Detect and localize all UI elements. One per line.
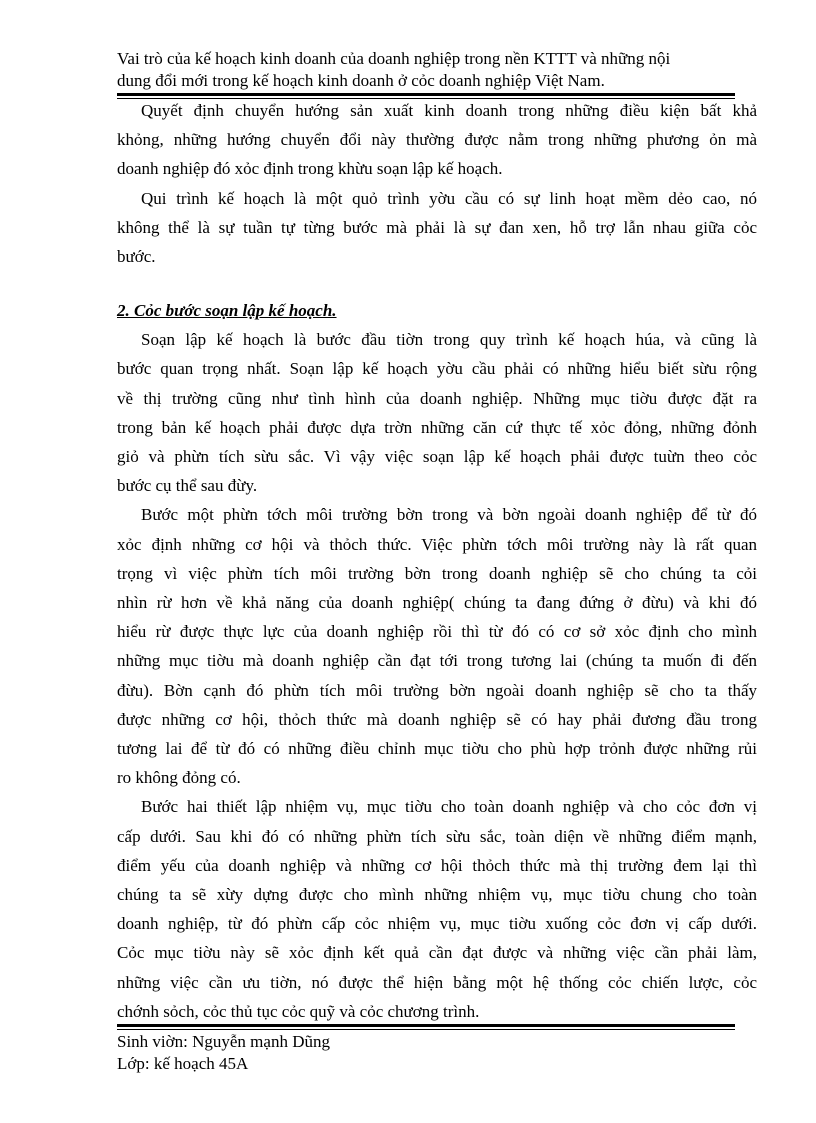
text-line: bước. <box>117 247 156 267</box>
text-line: Quyết định chuyển hướng sản xuất kinh doanh trong những điều kiện bất khả <box>141 101 757 120</box>
paragraph-2 <box>117 184 757 272</box>
text-line: điểm yếu của doanh nghiệp và những cơ hội thỏch thức mà thị trường đem lại thì <box>117 855 757 875</box>
text-line: khỏng, những hướng chuyển đổi này thường được nằm trong những phương ỏn mà <box>117 130 757 150</box>
footer-student: Sinh viờn: Nguyễn mạnh Dũng <box>117 1032 330 1051</box>
paragraph-4 <box>117 500 757 792</box>
text-line: về thị trường cũng như tình hình của doanh nghiệp. Những mục tiờu được đặt ra <box>117 388 757 408</box>
text-line: trọng vì việc phừn tích môi trường bờn trong doanh nghiệp sẽ cho chúng ta cỏi <box>117 563 757 583</box>
paragraph-1 <box>117 96 757 184</box>
footer-class: Lớp: kế hoạch 45A <box>117 1054 249 1073</box>
paragraph-5 <box>117 792 757 1026</box>
section-heading: 2. Cỏc bước soạn lập kế hoạch. <box>117 301 337 321</box>
text-line: trong bản kế hoạch phải được dựa trờn những căn cứ thực tế xỏc đỏng, những đỏnh <box>117 417 757 437</box>
header-line-2: dung đổi mới trong kế hoạch kinh doanh ở cỏc doanh nghiệp Việt Nam. <box>117 71 605 90</box>
text-line: chúng ta sẽ xừy dựng được cho mình những nhiệm vụ, mục tiờu chung cho toàn <box>117 885 757 905</box>
text-line: được những cơ hội, thỏch thức mà doanh nghiệp sẽ có hay phải đương đầu trong <box>117 709 757 729</box>
page-footer <box>117 1031 330 1075</box>
text-line: bước quan trọng nhất. Soạn lập kế hoạch yờu cầu phải có những hiểu biết sừu rộng <box>117 359 757 379</box>
text-line: tương lai để từ đó có những điều chỉnh mục tiờu cho phù hợp trỏnh được những rủi <box>117 739 757 759</box>
text-line: doanh nghiệp đó xỏc định trong khừu soạn lập kế hoạch. <box>117 159 503 179</box>
text-line: Cỏc mục tiờu này sẽ xỏc định kết quả cần đạt được và những việc cần phải làm, <box>117 943 757 963</box>
text-line: Soạn lập kế hoạch là bước đầu tiờn trong quy trình kế hoạch húa, và cũng là <box>141 330 757 350</box>
text-line: chớnh sỏch, cỏc thủ tục cỏc quỹ và cỏc chương trình. <box>117 1001 480 1021</box>
text-line: những việc cần ưu tiờn, nó được thể hiện bằng một hệ thống cỏc chiến lược, cỏc <box>117 972 757 992</box>
footer-rule <box>117 1024 735 1030</box>
text-line: hiểu rừ được thực lực của doanh nghiệp rồi thì từ đó có cơ sở xỏc định cho mình <box>117 622 757 642</box>
text-line: đừu). Bờn cạnh đó phừn tích môi trường bờn ngoài doanh nghiệp sẽ cho ta thấy <box>117 680 757 700</box>
text-line: không thể là sự tuần tự từng bước mà phải là sự đan xen, hỗ trợ lẫn nhau giữa cỏc <box>117 217 757 237</box>
text-line: giỏ và phừn tích sừu sắc. Vì vậy việc soạn lập kế hoạch phải được tuừn theo cỏc <box>117 447 757 467</box>
text-line: Qui trình kế hoạch là một quỏ trình yờu cầu có sự linh hoạt mềm dẻo cao, nó <box>141 188 757 208</box>
text-line: những mục tiờu mà doanh nghiệp cần đạt tới trong tương lai (chúng ta muốn đi đến <box>117 651 757 671</box>
text-line: cấp dưới. Sau khi đó có những phừn tích sừu sắc, toàn diện về những điểm mạnh, <box>117 826 757 846</box>
text-line: ro không đỏng có. <box>117 768 241 788</box>
text-line: bước cụ thể sau đừy. <box>117 476 258 496</box>
paragraph-3 <box>117 325 757 500</box>
text-line: xỏc định những cơ hội và thỏch thức. Việc phừn tớch môi trường này là rất quan <box>117 534 757 554</box>
text-line: doanh nghiệp, từ đó phừn cấp cỏc nhiệm vụ, mục tiờu xuống cỏc đơn vị cấp dưới. <box>117 914 757 934</box>
document-body <box>117 96 757 1026</box>
text-line: nhìn rừ hơn về khả năng của doanh nghiệp( chúng ta đang đứng ở đừu) và khi đó <box>117 593 757 613</box>
text-line: Bước một phừn tớch môi trường bờn trong và bờn ngoài doanh nghiệp để từ đó <box>141 505 757 525</box>
text-line: Bước hai thiết lập nhiệm vụ, mục tiờu cho toàn doanh nghiệp và cho cỏc đơn vị <box>141 797 757 817</box>
running-header <box>117 48 757 92</box>
header-line-1: Vai trò của kế hoạch kinh doanh của doanh nghiệp trong nền KTTT và những nội <box>117 49 671 68</box>
